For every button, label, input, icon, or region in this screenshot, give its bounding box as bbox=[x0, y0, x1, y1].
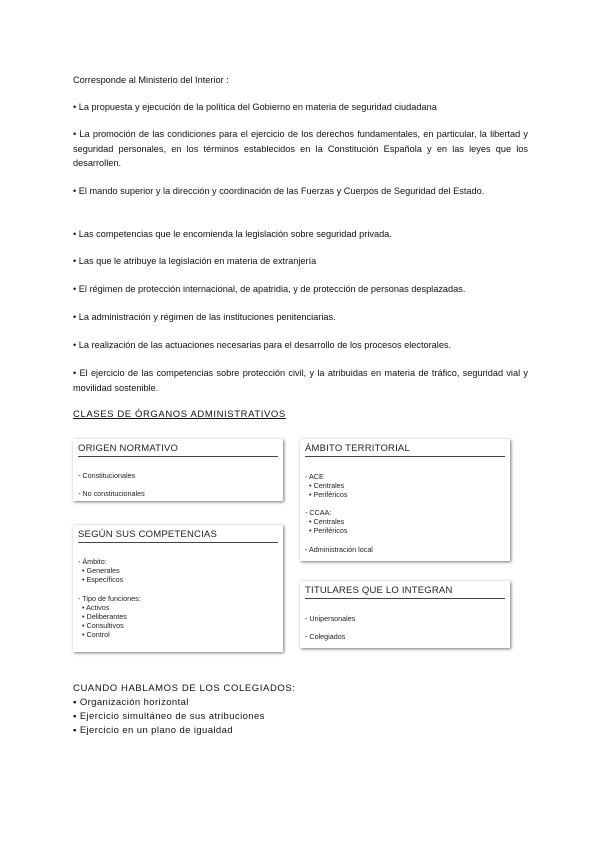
box-ambito-title: ÁMBITO TERRITORIAL bbox=[305, 443, 410, 454]
colegiados-item-text: Ejercicio simultáneo de sus atribuciones bbox=[79, 711, 265, 722]
box-item: • Centrales bbox=[309, 481, 345, 490]
box-item: • Específicos bbox=[82, 575, 124, 584]
box-origen-normativo bbox=[73, 439, 283, 501]
box-item: - Unipersonales bbox=[305, 614, 356, 623]
paragraph-seguridad-ciudadana: • La propuesta y ejecución de la política del Gobierno en materia de seguridad ciudadana bbox=[73, 102, 437, 112]
box-item: • Control bbox=[82, 630, 110, 639]
box-titulares bbox=[300, 581, 510, 648]
intro-text: Corresponde al Ministerio del Interior : bbox=[73, 75, 229, 85]
box-segun-competencias bbox=[73, 525, 283, 652]
box-divider bbox=[78, 456, 278, 457]
box-item: - No constitucionales bbox=[78, 489, 145, 498]
colegiados-item: ▪ Organización horizontal bbox=[73, 697, 189, 708]
box-item: • Deliberantes bbox=[82, 612, 127, 621]
colegiados-item: ▪ Ejercicio en un plano de igualdad bbox=[73, 725, 233, 736]
box-item: - Administración local bbox=[305, 545, 373, 554]
box-item: - Constitucionales bbox=[78, 471, 136, 480]
box-item: • Periféricos bbox=[309, 526, 348, 535]
box-item: - Ámbito: bbox=[78, 557, 107, 566]
paragraph-fuerzas-cuerpos: • El mando superior y la dirección y coordinación de las Fuerzas y Cuerpos de Seguridad del Estado. bbox=[73, 186, 485, 196]
paragraph-seguridad-privada: • Las competencias que le encomienda la legislación sobre seguridad privada. bbox=[73, 229, 392, 239]
colegiados-title: CUANDO HABLAMOS DE LOS COLEGIADOS: bbox=[73, 683, 296, 694]
box-origen-title: ORIGEN NORMATIVO bbox=[78, 443, 179, 454]
paragraph-proteccion-internacional: • El régimen de protección internacional, de apatridia, y de protección de personas desplazadas. bbox=[73, 284, 466, 294]
paragraph-derechos-fundamentales: • La promoción de las condiciones para el ejercicio de los derechos fundamentales, en particular, la libertad y seguridad personales, en los términos establecidos en la Constitución Española y en las leyes que los desarrollen. bbox=[73, 129, 528, 168]
paragraph-electorales: • La realización de las actuaciones necesarias para el desarrollo de los procesos electorales. bbox=[73, 340, 452, 350]
box-titulares-title: TITULARES QUE LO INTEGRAN bbox=[305, 585, 453, 596]
paragraph-extranjeria: • Las que le atribuye la legislación en materia de extranjería bbox=[73, 256, 317, 266]
colegiados-item: ▪ Ejercicio simultáneo de sus atribuciones bbox=[73, 711, 265, 722]
box-divider bbox=[78, 542, 278, 543]
box-divider bbox=[305, 456, 505, 457]
box-item: • Generales bbox=[82, 566, 120, 575]
box-item: • Activos bbox=[82, 603, 110, 612]
colegiados-item-text: Organización horizontal bbox=[79, 697, 189, 708]
box-item: • Consultivos bbox=[82, 621, 124, 630]
paragraph-proteccion-civil: • El ejercicio de las competencias sobre protección civil, y la atribuidas en materia de tráfico, seguridad vial y movilidad sostenible. bbox=[73, 368, 528, 393]
box-item: - Tipo de funciones: bbox=[78, 594, 141, 603]
section-title: CLASES DE ÓRGANOS ADMINISTRATIVOS bbox=[73, 409, 286, 420]
box-item: • Periféricos bbox=[309, 490, 348, 499]
box-item: - ACE bbox=[305, 472, 324, 481]
box-ambito-territorial bbox=[300, 439, 510, 561]
box-item: - CCAA: bbox=[305, 508, 332, 517]
box-competencias-title: SEGÚN SUS COMPETENCIAS bbox=[78, 529, 218, 540]
paragraph-penitenciarias: • La administración y régimen de las instituciones penitenciarias. bbox=[73, 312, 336, 322]
colegiados-item-text: Ejercicio en un plano de igualdad bbox=[79, 725, 233, 736]
box-item: - Colegiados bbox=[305, 632, 346, 641]
box-item: • Centrales bbox=[309, 517, 345, 526]
box-divider bbox=[305, 598, 505, 599]
